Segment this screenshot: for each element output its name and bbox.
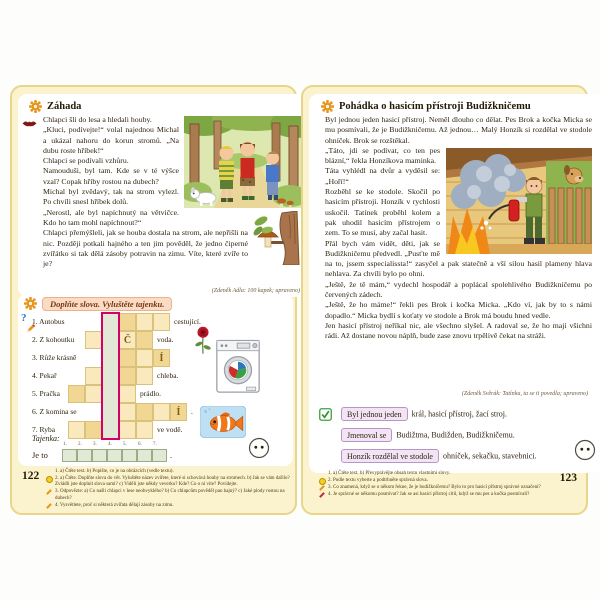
answer-prefix: Je to [32,450,48,460]
story-paragraph: Jen hasicí přístroj neříkal nic, ale všechno slyšel. A radoval se, že ho mají všichni rádi. Až dostane novou náplň, bude zase znovu trpělivě čekat na stráži. [325,320,592,341]
exercise-line [341,449,596,463]
pencil-mini-icon [46,503,53,509]
crossword-clue-suffix: ve vodě. [157,425,183,434]
crossword-cell [68,385,85,403]
answer-cell-number: 7. [153,442,157,447]
crossword-cell [136,421,153,439]
exercise-line [341,428,596,442]
page-number-left: 122 [22,470,40,482]
crossword-cell [153,313,170,331]
exercise-phrase-box: Jmenoval se [341,428,392,442]
story-paragraph: Michal byl zvědavý, tak na strom vylezl. Po chvíli snesl hříbek dolů. [43,187,179,207]
answer-cell-number: 3. [93,442,97,447]
crossword-cell [119,349,136,367]
smiley-mini-icon [46,476,53,482]
lips-icon [22,115,37,125]
crossword-letter: Í [176,406,181,418]
crossword-cell [136,313,153,331]
crossword-cell [136,349,153,367]
footer-instruction-line [46,489,294,502]
story-paragraph: „Ještě, že ho máme!“ řekli pes Brok i kočka Micka. „Kdo ví, jak by to s námi dopadlo.“ Micka bydlí s koťaty ve stodole a Brok má boudu hned vedle. [325,300,592,320]
answer-cell [152,449,167,462]
crossword-clue-label: 7. Ryba [32,425,56,434]
crossword-cell [136,331,153,349]
story-title: Záhada [47,101,82,112]
answer-cell-number: 2. [78,442,82,447]
footer-instruction-text: 2. a) Čtěte. Doplňte slova do vět. Vyluštěte název zvířete, které si schovává houby na stromech. b) Jak se vám dařilo? Zvládli jste doplnit slova sami? c) Viděli jste někdy veverku? Kde? Co o ní víte? Povídejte. [55,475,290,488]
footer-instruction-text: 1. a) Čtěte text. b) Převyprávějte obsah textu vlastními slovy. [328,471,451,476]
story-attribution: (Zdeněk Adla: 100 kapek; upraveno) [211,288,300,294]
forest-children-illustration [184,116,302,208]
exercise-block [319,407,596,470]
crossword-cell [85,385,102,403]
answer-cell-number: 5. [123,442,127,447]
crossword-cell [136,367,153,385]
story-paragraph: Táta vyhlédl na dvůr a vyděsil se: „Hoří!“ [325,166,440,186]
crossword-cell [136,403,153,421]
smiley-mini-icon [319,478,326,484]
story-text-right [325,115,592,342]
crossword-cell [119,385,136,403]
story-paragraph: Přál bych vám vidět, děti, jak se Budižkničemu předvedl. „Pusťte mě na to, jssem sspecialissta!“ zasyčel a pak statečně a vší silou hasil plameny hlava nehlava. Za chvíli bylo po ohni. [325,238,592,279]
story-title-row [29,100,302,113]
crossword-clue-label: 5. Pračka [32,389,60,398]
story-paragraph: Namouduši, byl tam. Kde se v té výšce vzal? Copak hříby rostou na dubech? [43,166,179,186]
pencil-mini-icon [319,485,325,491]
page-left [10,85,300,515]
answer-cell [92,449,107,462]
story-panel-left [18,94,311,297]
footer-left [46,469,294,509]
crossword-cell [119,403,136,421]
exercise-phrase-box: Honzík rozdělal ve stodole [341,449,439,463]
footer-instruction-text: 4. Vysvětlete, proč si některá zvířata dělají zásoby na zimu. [55,502,174,508]
crossword-cell [170,403,187,421]
checkbox-check-icon [319,408,332,421]
footer-instruction-line [319,471,561,477]
gear-icon [29,100,42,113]
story-paragraph: Rozběhl se ke stodole. Skočil po hasicím přístroji. Honzík v rychlosti uskočil. Tatínek proběhl kolem a pak uhodil hasicím přístrojem o zem. To se musí, aby začal hasit. [325,187,440,238]
answer-cell [137,449,152,462]
smiley-left-page [248,437,270,459]
story-paragraph: Byl jednou jeden hasicí přístroj. Neměl dlouho co dělat. Pes Brok a kočka Micka se mu posmívali, že je Budižkničemu. Až jednou… Malý Honzík si rozdělal ve stodole ohníček. Brok se rozštěkal. [325,115,592,145]
answer-cell [77,449,92,462]
puzzle-heading: Doplňte slova. Vyluštěte tajenku. [42,297,172,311]
crossword-clue-label: 2. Z kohoutku [32,335,75,344]
answer-cell-number: 1. [63,442,67,447]
footer-instruction-line [319,485,561,491]
page-right [301,85,592,515]
story-paragraph: „Kluci, podívejte!“ volal najednou Michal a ukázal nahoru do korun stromů. „Na dubu roste hříbek!“ [43,125,179,155]
gear-icon [321,100,334,113]
smiley-face-icon [248,437,270,459]
answer-cell-number: 4. [108,442,112,447]
rose-illustration [194,326,212,368]
footer-instruction-line [319,478,561,484]
answer-cell [62,449,77,462]
footer-instruction-text: 2. Podle textu vyberte a podtrhněte správná slova. [328,477,428,483]
answer-cell [107,449,122,462]
footer-instruction-line [46,503,294,509]
crossword-letter: Č [123,334,132,346]
exercise-options: král, hasicí přístroj, žací stroj. [411,409,507,419]
crossword-clue-suffix: voda. [157,335,174,344]
story-paragraph: „Táto, jdi se podívat, co ten pes blázní,“ řekla Honzíkova maminka. [325,145,440,166]
crossword-cell [85,331,102,349]
crossword-clue-suffix: chleba. [157,371,179,380]
highlighted-secret-column [101,312,120,440]
puzzle-panel [18,294,293,466]
crossword-clue-label: 3. Růže krásně [32,353,77,362]
question-pencil-icon: ? [21,312,35,336]
crossword-cell [119,331,136,349]
footer-right [319,471,561,499]
branch-mushroom-illustration [252,211,302,265]
footer-instruction-text: 3. Odpovězte: a) Co našli chlapci v lese neobvyklého? b) Co chlapcům pověděl pan hajný? c) Jaké plody rostou na dubech? [55,489,285,501]
answer-cell [122,449,137,462]
footer-instruction-text: 1. a) Čtěte text. b) Popište, co je na obrázcích (vedle textu). [55,469,174,474]
crossword-cell [119,313,136,331]
story-title-right: Pohádka o hasicím přístroji Budižkničemu [339,101,531,112]
story-title-row-right [321,100,594,113]
crossword-clue-suffix: . [191,407,193,416]
crossword-letter: Í [159,352,164,364]
story-paragraph: Chlapci se podívali vzhůru. [43,156,129,166]
footer-icon-spacer [319,471,326,477]
crossword-cell [119,367,136,385]
clownfish-illustration [200,406,246,439]
footer-instruction-line [46,476,294,489]
pencil-mini-icon [319,492,326,498]
pencil-mini-icon [46,503,52,509]
story-paragraph: Chlapci přemýšleli, jak se houba dostala na strom, ale nepřišli na nic. Později potkali hajného a ten jim pověděl, že jedno čiperné zvířátko si tak dělá zásoby potravin na zimu. Víte, které zvíře to je? [43,228,248,269]
footer-icon-spacer [46,469,53,475]
story-panel-right [309,94,600,473]
smiley-face-icon [574,439,596,461]
smiley-right-page [574,439,596,461]
exercise-phrase-box: Byl jednou jeden [341,407,408,421]
page-number-right: 123 [559,472,577,484]
pencil-mini-icon [319,485,326,491]
story-paragraph: „Ještě, že tě mám,“ vydechl hospodář a poplácal spolehlivého Budižkničemu po červených zádech. [325,279,592,300]
crossword-cell [85,367,102,385]
barn-fire-illustration [446,148,592,254]
crossword-cell [119,421,136,439]
exercise-options: ohníček, sekačku, stavebnici. [442,451,537,461]
exercise-line [341,407,596,421]
crossword-clue-suffix: cestující. [174,317,201,326]
story-paragraph: „Nerostl, ale byl napíchnutý na větvičce. Kdo ho tam mohl napíchnout?“ [43,207,179,227]
smiley-mini-icon [46,476,53,483]
exercise-options: Budižtma, Budižden, Budižkničemu. [396,430,515,440]
crossword-cell [153,349,170,367]
crossword-clue-label: 1. Autobus [32,317,65,326]
footer-instruction-text: 4. Je správné se někomu posmívat? Jak se asi hasicí přístroj cítil, když se mu pes a kočka posmívali? [328,491,530,497]
crossword-cell [85,421,102,439]
tajenka-label: Tajenka: [32,434,60,443]
pencil-red-mini-icon [319,492,325,498]
crossword-clue-suffix: prádlo. [140,389,162,398]
story-text-left [43,115,302,269]
pencil-mini-icon [46,489,53,495]
crossword-clue-label: 6. Z komina se [32,407,77,416]
answer-suffix: . [170,450,173,460]
story-attribution-right: (Zdeněk Svěrák: Tatínku, ta se ti povedla; upraveno) [461,391,588,397]
crossword-cell [153,403,170,421]
footer-instruction-line [46,469,294,475]
washing-machine-illustration [216,338,260,400]
pencil-mini-icon [46,489,52,495]
crossword-cell [68,421,85,439]
footer-instruction-line [319,492,561,498]
footer-instruction-text: 3. Co znamená, když se o někom řekne, že je budižkničemu? Bylo to pro hasicí přístroj správné označení? [328,484,541,490]
crossword-clue-label: 4. Pekař [32,371,57,380]
story-paragraph: Chlapci šli do lesa a hledali houby. [43,115,152,124]
answer-cell-number: 6. [138,442,142,447]
